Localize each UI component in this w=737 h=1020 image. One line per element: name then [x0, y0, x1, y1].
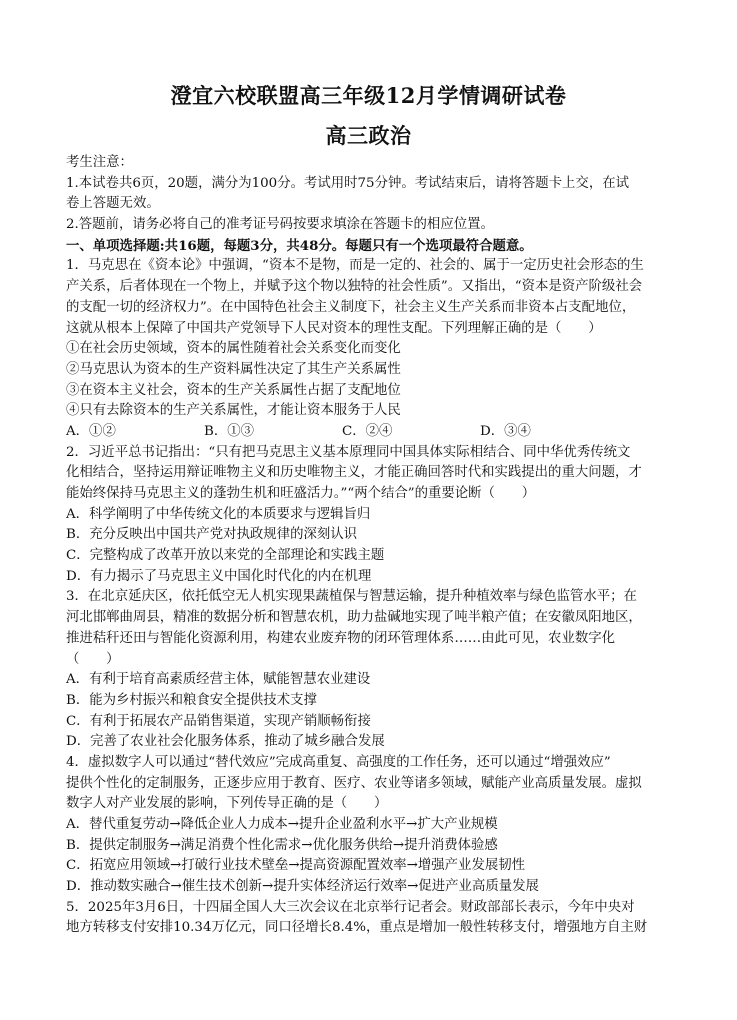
q1-options [66, 422, 672, 443]
q2-option-b: B．充分反映出中国共产党对执政规律的深刻认识 [66, 527, 358, 543]
q4-option-b: B．提供定制服务→满足消费个性化需求→优化服务供给→提升消费体验感 [66, 837, 498, 853]
q1-stem-line: 产关系，后者体现在一个物上，并赋予这个物以独特的社会性质”。又指出，“资本是资产阶级社会 [66, 279, 643, 295]
q1-option-b: B．①③ [204, 423, 255, 439]
q3-stem-line: 推进秸秆还田与智能化资源利用，构建农业废弃物的闭环管理体系……由此可见，农业数字化 [66, 630, 616, 646]
q3-option-a: A．有利于培育高素质经营主体，赋能智慧农业建设 [66, 672, 371, 688]
q4-stem-line: 4．虚拟数字人可以通过“替代效应”完成高重复、高强度的工作任务，还可以通过“增强效应” [66, 754, 611, 770]
exam-title: 澄宜六校联盟高三年级12月学情调研试卷 [170, 83, 567, 108]
q3-stem-line: （ ） [66, 651, 120, 667]
notice-item-2: 2.答题前，请务必将自己的准考证号码按要求填涂在答题卡的相应位置。 [66, 217, 494, 233]
q5-stem-line: 地方转移支付安排10.34万亿元，同口径增长8.4%，重点是增加一般性转移支付，增强地方自主财 [66, 920, 648, 936]
exam-content [66, 153, 672, 939]
q3-stem-line: 河北邯郸曲周县，精准的数据分析和智慧农机，助力盐碱地实现了吨半粮产值；在安徽凤阳地区， [66, 610, 642, 626]
q3-option-d: D．完善了农业社会化服务体系，推动了城乡融合发展 [66, 734, 385, 750]
q4-option-a: A．替代重复劳动→降低企业人力成本→提升企业盈利水平→扩大产业规模 [66, 817, 498, 832]
q1-statement: ②马克思认为资本的生产资料属性决定了其生产关系属性 [66, 361, 401, 377]
q4-stem-line: 提供个性化的定制服务，正逐步应用于教育、医疗、农业等诸多领域，赋能产业高质量发展。虚拟 [66, 775, 642, 791]
notice-item-1: 1.本试卷共6页，20题，满分为100分。考试用时75分钟。考试结束后，请将答题卡上交，在试 [66, 175, 629, 191]
q4-option-d: D．推动数实融合→催生技术创新→提升实体经济运行效率→促进产业高质量发展 [66, 879, 539, 895]
q1-statement: ③在资本主义社会，资本的生产关系属性占据了支配地位 [66, 382, 401, 398]
q2-stem-line: 化相结合，坚持运用辩证唯物主义和历史唯物主义，才能正确回答时代和实践提出的重大问题，才 [66, 465, 642, 481]
q4-option-c: C．拓宽应用领域→打破行业技术壁垒→提高资源配置效率→增强产业发展韧性 [66, 858, 526, 874]
q4-stem-line: 数字人对产业发展的影响，下列传导正确的是（ ） [66, 796, 388, 812]
q1-option-a: A．①② [66, 423, 116, 439]
q1-stem-line: 1．马克思在《资本论》中强调，“资本不是物，而是一定的、社会的、属于一定历史社会形态的生 [66, 258, 644, 274]
q2-option-c: C．完整构成了改革开放以来党的全部理论和实践主题 [66, 548, 385, 564]
q2-stem-line: 2．习近平总书记指出：“只有把马克思主义基本原理同中国具体实际相结合、同中华优秀传统文 [66, 444, 631, 460]
q1-stem-line: 的支配一切的经济权力”。在中国特色社会主义制度下，社会主义生产关系而非资本占支配地位， [66, 299, 636, 315]
q3-option-c: C．有利于拓展农产品销售渠道，实现产销顺畅衔接 [66, 713, 371, 729]
q2-stem-line: 能始终保持马克思主义的蓬勃生机和旺盛活力。”“两个结合”的重要论断（ ） [66, 486, 536, 501]
q3-stem-line: 3．在北京延庆区，依托低空无人机实现果蔬植保与智慧运输，提升种植效率与绿色监管水平；在 [66, 589, 637, 605]
exam-subtitle: 高三政治 [325, 123, 412, 148]
notice-item-1-cont: 卷上答题无效。 [66, 196, 160, 212]
q1-statement: ④只有去除资本的生产关系属性，才能让资本服务于人民 [66, 403, 401, 419]
section-heading: 一、单项选择题:共16题，每题3分，共48分。每题只有一个选项最符合题意。 [66, 237, 533, 254]
q3-option-b: B．能为乡村振兴和粮食安全提供技术支撑 [66, 692, 317, 708]
notice-heading: 考生注意： [66, 155, 133, 170]
q5-stem-line: 5．2025年3月6日，十四届全国人大三次会议在北京举行记者会。财政部部长表示，今年中央对 [66, 899, 635, 915]
q1-option-c: C．②④ [342, 423, 393, 439]
q1-statement: ①在社会历史领域，资本的属性随着社会关系变化而变化 [66, 341, 401, 357]
q2-option-a: A．科学阐明了中华传统文化的本质要求与逻辑旨归 [66, 506, 371, 522]
q1-stem-line: 这就从根本上保障了中国共产党领导下人民对资本的理性支配。下列理解正确的是（ ） [66, 320, 602, 336]
q2-option-d: D．有力揭示了马克思主义中国化时代化的内在机理 [66, 568, 372, 584]
q1-option-d: D．③④ [480, 423, 531, 439]
